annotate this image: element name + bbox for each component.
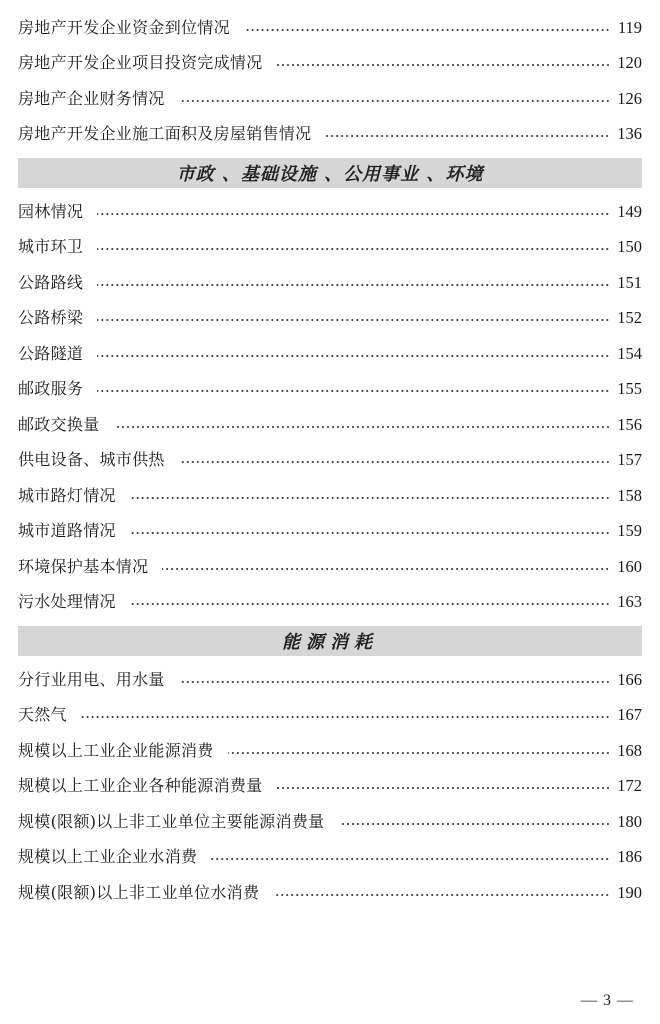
dot-leader	[130, 532, 610, 534]
toc-entry-title: 城市环卫	[18, 237, 84, 257]
toc-entry-page: 157	[617, 450, 642, 469]
toc-entry-title: 城市道路情况	[18, 521, 116, 541]
toc-entry-page: 154	[617, 343, 642, 363]
dot-leader	[97, 284, 610, 286]
toc-entry-page: 166	[617, 669, 642, 689]
toc-entry[interactable]	[18, 698, 642, 734]
dot-leader	[179, 100, 610, 102]
toc-entry[interactable]	[18, 443, 642, 479]
toc-entry-page: 156	[617, 414, 642, 434]
toc-entry[interactable]	[18, 46, 642, 82]
toc-entry-page: 136	[617, 124, 642, 143]
toc-entry[interactable]	[18, 478, 642, 514]
dot-leader	[130, 497, 610, 499]
toc-entry-title: 环境保护基本情况	[18, 556, 149, 576]
dot-leader	[97, 390, 610, 392]
dot-leader	[339, 823, 611, 825]
toc-entry-title: 房地产开发企业项目投资完成情况	[18, 53, 263, 73]
dot-leader	[277, 787, 610, 789]
toc-entry[interactable]	[18, 194, 642, 230]
toc-entry[interactable]	[18, 10, 642, 46]
toc-entry-title: 天然气	[18, 705, 67, 725]
toc-entry-page: 150	[617, 237, 642, 256]
table-of-contents	[18, 10, 642, 911]
toc-entry-page: 119	[617, 17, 642, 37]
dot-leader	[273, 894, 610, 896]
toc-entry-title: 邮政交换量	[18, 414, 100, 434]
toc-entry[interactable]	[18, 372, 642, 408]
toc-entry-page: 126	[617, 88, 642, 108]
toc-entry[interactable]	[18, 514, 642, 550]
toc-entry-page: 158	[617, 485, 642, 505]
toc-entry[interactable]	[18, 875, 642, 911]
toc-entry[interactable]	[18, 336, 642, 372]
dot-leader	[114, 426, 610, 428]
toc-entry-title: 园林情况	[18, 201, 84, 221]
toc-entry-page: 190	[617, 882, 642, 902]
toc-entry-title: 公路隧道	[18, 343, 84, 363]
toc-entry-page: 167	[617, 705, 642, 724]
toc-entry[interactable]	[18, 733, 642, 769]
toc-group-municipal	[18, 158, 642, 620]
toc-entry-page: 160	[617, 556, 642, 576]
toc-entry-page: 159	[617, 521, 642, 540]
toc-entry-title: 公路路线	[18, 272, 84, 292]
dot-leader	[179, 681, 610, 683]
dot-leader	[244, 29, 610, 31]
toc-entry[interactable]	[18, 585, 642, 621]
toc-entry-title: 房地产开发企业资金到位情况	[18, 17, 230, 37]
toc-entry-title: 规模(限额)以上非工业单位主要能源消费量	[18, 811, 325, 831]
toc-entry-page: 152	[617, 308, 642, 327]
page-number: — 3 —	[581, 992, 634, 1009]
toc-group-real-estate	[18, 10, 642, 152]
toc-entry[interactable]	[18, 549, 642, 585]
toc-entry[interactable]	[18, 265, 642, 301]
section-header: 市政 、基础设施 、公用事业 、环境	[18, 158, 642, 188]
toc-entry-page: 172	[617, 776, 642, 795]
dot-leader	[130, 603, 610, 605]
toc-entry-title: 房地产企业财务情况	[18, 88, 165, 108]
toc-entry-title: 规模(限额)以上非工业单位水消费	[18, 882, 260, 902]
toc-entry-page: 120	[617, 53, 642, 72]
toc-entry-page: 149	[617, 201, 642, 221]
dot-leader	[179, 461, 610, 463]
toc-entry-title: 供电设备、城市供热	[18, 450, 165, 470]
toc-entry[interactable]	[18, 407, 642, 443]
toc-entry-title: 邮政服务	[18, 379, 84, 399]
dot-leader	[97, 213, 610, 215]
dot-leader	[162, 568, 610, 570]
toc-entry[interactable]	[18, 117, 642, 153]
toc-entry[interactable]	[18, 769, 642, 805]
toc-entry[interactable]	[18, 230, 642, 266]
toc-entry-title: 规模以上工业企业水消费	[18, 847, 198, 867]
toc-entry-page: 168	[617, 740, 642, 760]
toc-entry-page: 186	[617, 847, 642, 866]
toc-entry[interactable]	[18, 662, 642, 698]
section-header: 能源消耗	[18, 626, 642, 656]
toc-entry-page: 180	[617, 811, 642, 831]
toc-entry[interactable]	[18, 301, 642, 337]
dot-leader	[325, 135, 610, 137]
toc-entry[interactable]	[18, 804, 642, 840]
dot-leader	[277, 64, 610, 66]
toc-entry-page: 163	[617, 592, 642, 611]
toc-entry-title: 城市路灯情况	[18, 485, 116, 505]
toc-entry-title: 房地产开发企业施工面积及房屋销售情况	[18, 124, 312, 144]
dot-leader	[97, 319, 610, 321]
dot-leader	[81, 716, 610, 718]
toc-entry-title: 分行业用电、用水量	[18, 669, 165, 689]
toc-entry-title: 污水处理情况	[18, 592, 116, 612]
toc-entry[interactable]	[18, 840, 642, 876]
dot-leader	[97, 248, 610, 250]
dot-leader	[97, 355, 610, 357]
toc-group-energy	[18, 626, 642, 911]
toc-entry-title: 规模以上工业企业各种能源消费量	[18, 776, 263, 796]
toc-entry-page: 151	[617, 272, 642, 292]
toc-entry-title: 规模以上工业企业能源消费	[18, 740, 214, 760]
toc-entry-title: 公路桥梁	[18, 308, 84, 328]
toc-entry[interactable]	[18, 81, 642, 117]
toc-entry-page: 155	[617, 379, 642, 398]
dot-leader	[228, 752, 610, 754]
dot-leader	[211, 858, 610, 860]
